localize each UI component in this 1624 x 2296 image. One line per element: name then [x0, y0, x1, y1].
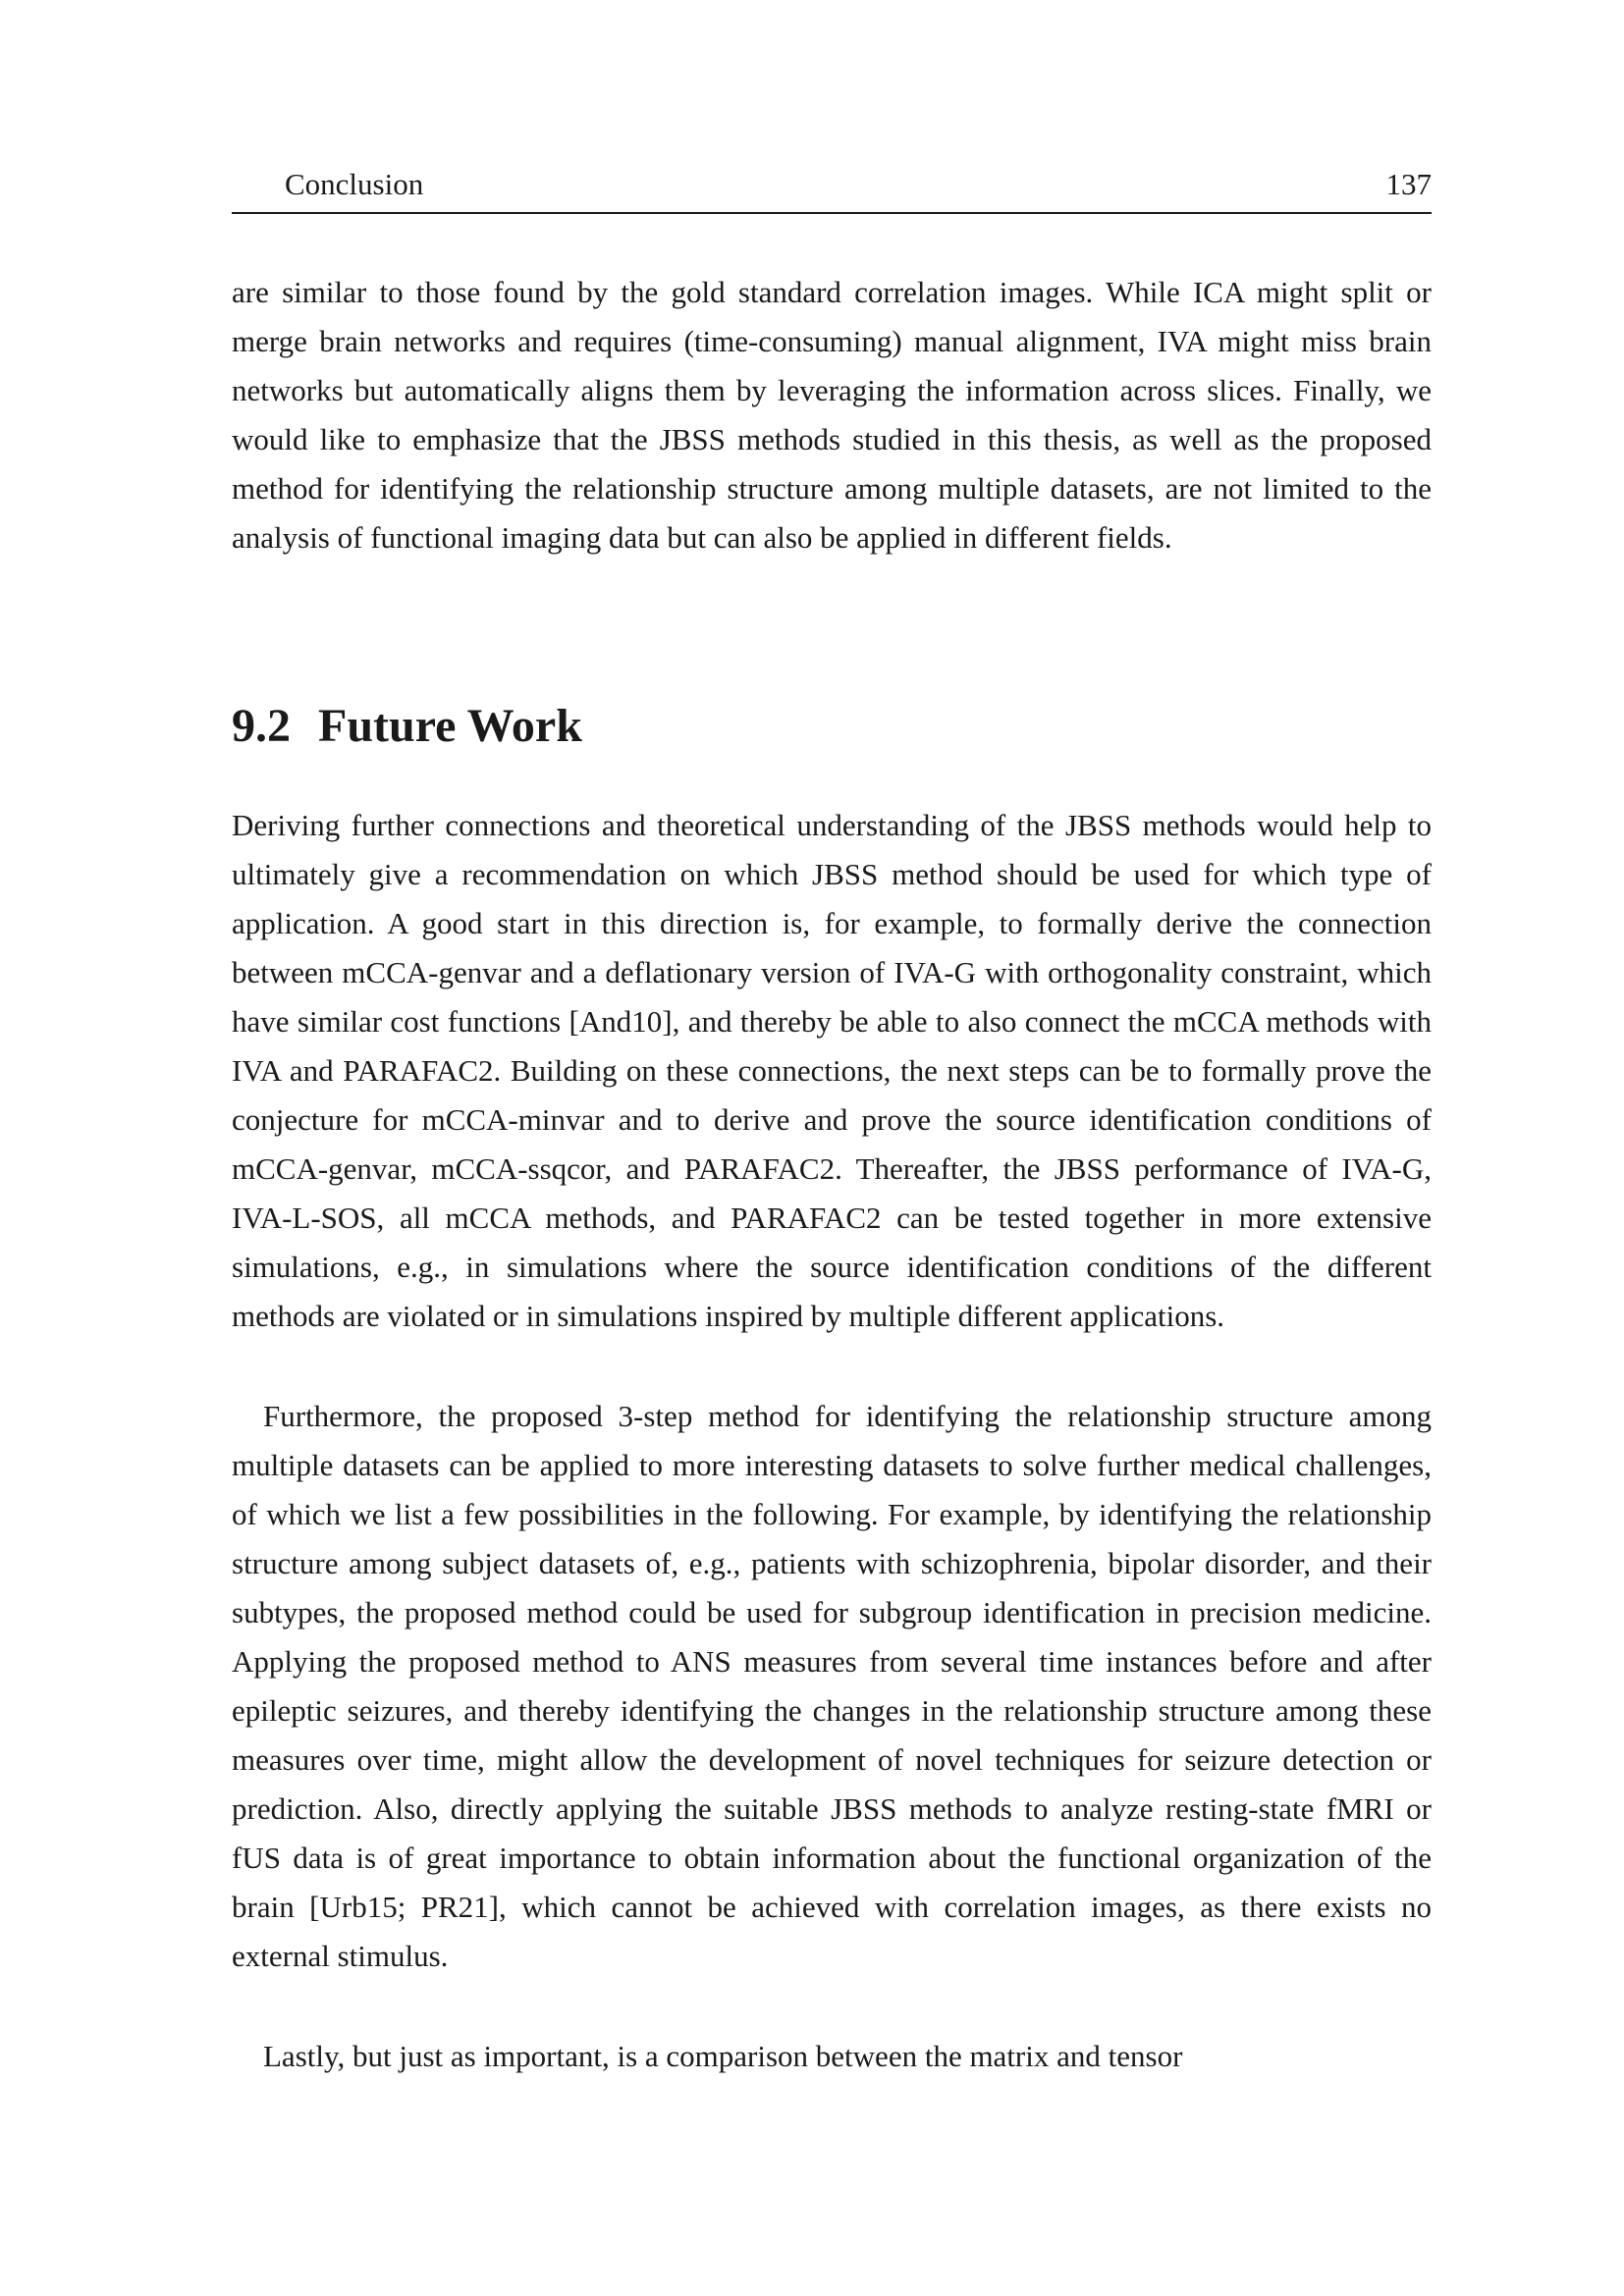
body-paragraph: Furthermore, the proposed 3-step method for identifying the relationship structure among multiple datasets can be applied to more interesting datasets to solve further medical challenges, of which we list a few possibilities in the following. For example, by identifying the relationship structure among subject datasets of, e.g., patients with schizophrenia, bipolar disorder, and their subtypes, the proposed method could be used for subgroup identification in precision medicine. Applying the proposed method to ANS measures from several time instances before and after epileptic seizures, and thereby identifying the changes in the relationship structure among these measures over time, might allow the development of novel techniques for seizure detection or prediction. Also, directly applying the suitable JBSS methods to analyze resting-state fMRI or fUS data is of great importance to obtain information about the functional organization of the brain [Urb15; PR21], which cannot be achieved with correlation images, as there exists no external stimulus. — [232, 1399, 1432, 1973]
page-number: 137 — [1385, 167, 1432, 201]
body-paragraph: Lastly, but just as important, is a comparison between the matrix and tensor — [263, 2039, 1183, 2073]
body-paragraph: are similar to those found by the gold standard correlation images. While ICA might split or merge brain networks and requires (time-consuming) manual alignment, IVA might miss brain networks but automatically aligns them by leveraging the information across slices. Finally, we would like to emphasize that the JBSS methods studied in this thesis, as well as the proposed method for identifying the relationship structure among multiple datasets, are not limited to the analysis of functional imaging data but can also be applied in different fields. — [232, 275, 1432, 555]
section-number: 9.2 — [232, 700, 291, 752]
section-heading — [232, 697, 582, 756]
section-title: Future Work — [318, 700, 582, 752]
chapter-title: Conclusion — [285, 167, 424, 201]
running-header — [232, 167, 1432, 214]
body-paragraph: Deriving further connections and theoretical understanding of the JBSS methods would help to ultimately give a recommendation on which JBSS method should be used for which type of application. A good start in this direction is, for example, to formally derive the connection between mCCA-genvar and a deflationary version of IVA-G with orthogonality constraint, which have similar cost functions [And10], and thereby be able to also connect the mCCA methods with IVA and PARAFAC2. Building on these connections, the next steps can be to formally prove the conjecture for mCCA-minvar and to derive and prove the source identification conditions of mCCA-genvar, mCCA-ssqcor, and PARAFAC2. Thereafter, the JBSS performance of IVA-G, IVA-L-SOS, all mCCA methods, and PARAFAC2 can be tested together in more extensive simulations, e.g., in simulations where the source identification conditions of the different methods are violated or in simulations inspired by multiple different applications. — [232, 808, 1432, 1333]
